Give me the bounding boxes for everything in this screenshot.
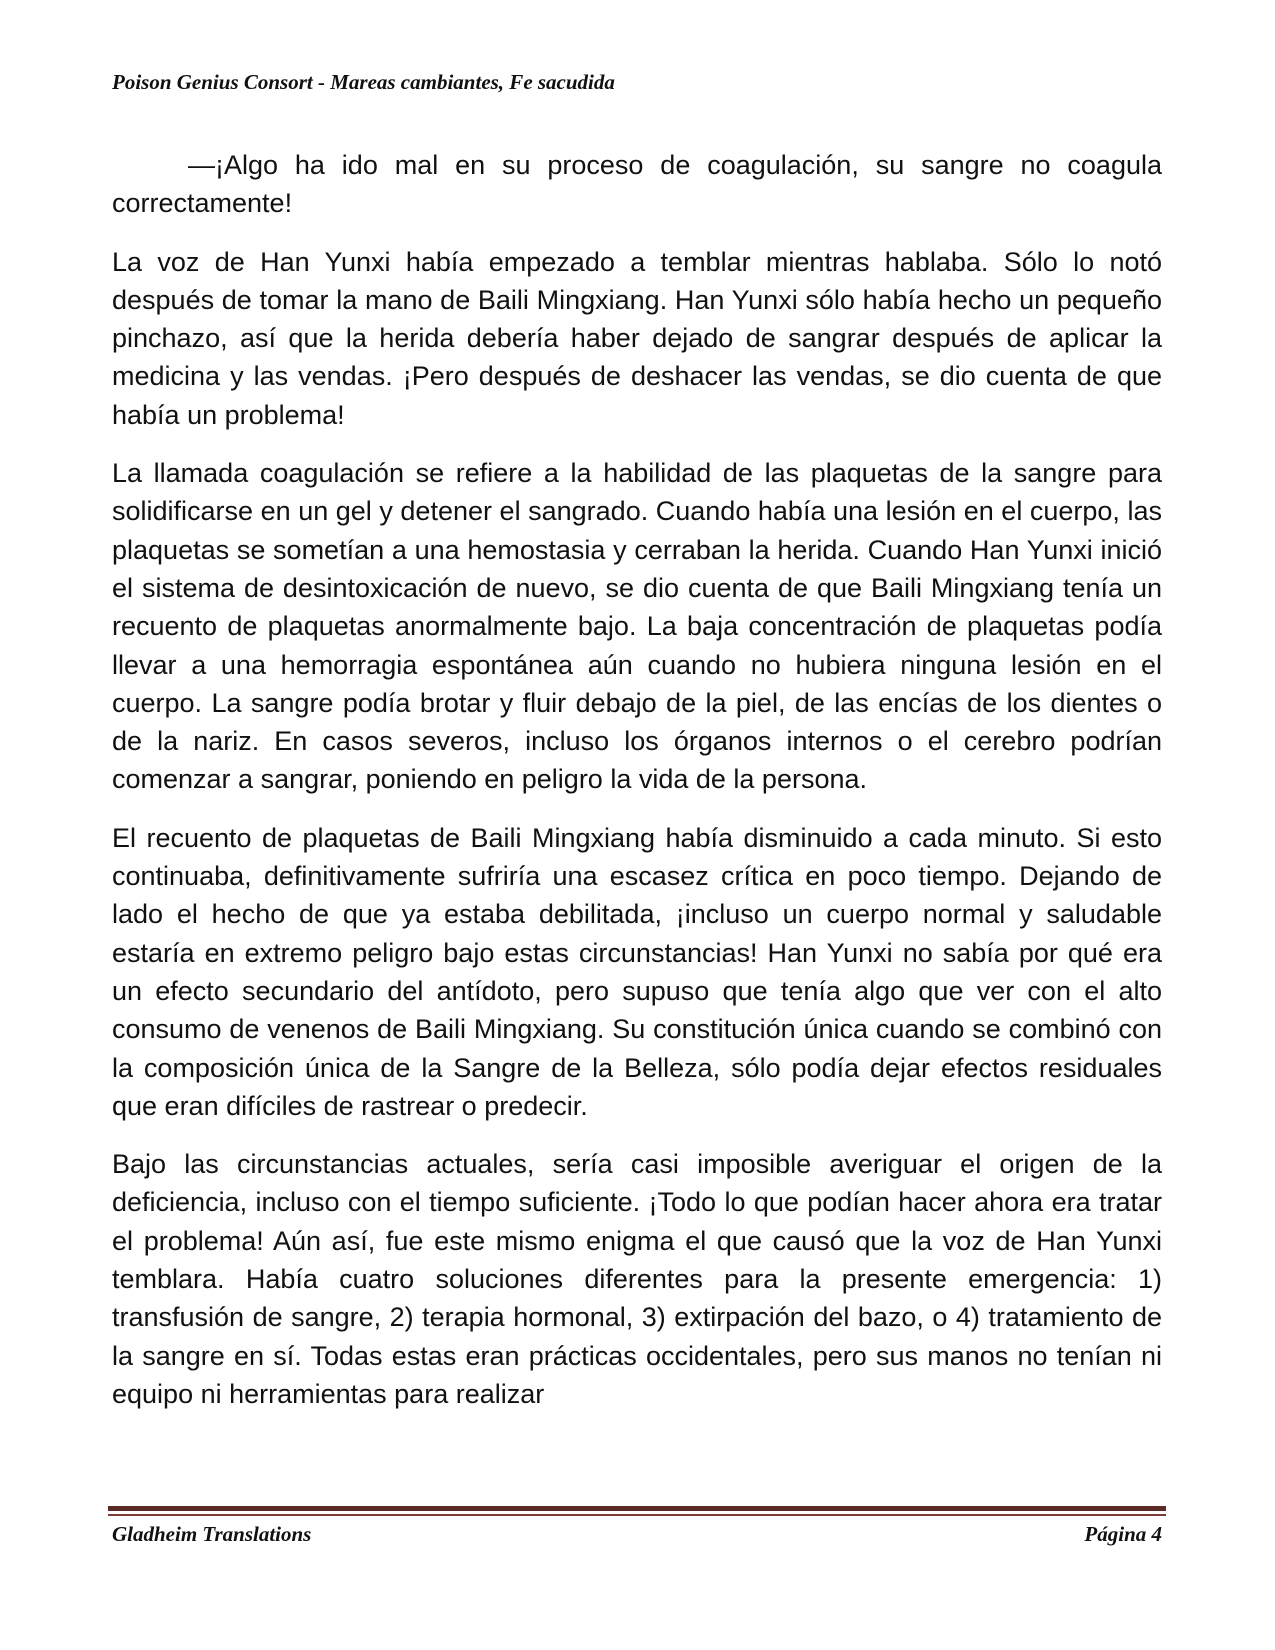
page-number: Página 4 [1084, 1522, 1162, 1546]
paragraph: Bajo las circunstancias actuales, sería casi imposible averiguar el origen de la deficiencia, incluso con el tiempo suficiente. ¡Todo lo que podían hacer ahora era tratar el problema! Aún así, fue este mismo enigma el que causó que la voz de Han Yunxi temblara. Había cuatro soluciones diferentes para la presente emergencia: 1) transfusión de sangre, 2) terapia hormonal, 3) extirpación del bazo, o 4) tratamiento de la sangre en sí. Todas estas eran prácticas occidentales, pero sus manos no tenían ni equipo ni herramientas para realizar [112, 1149, 1162, 1409]
paragraph: El recuento de plaquetas de Baili Mingxiang había disminuido a cada minuto. Si esto continuaba, definitivamente sufriría una escasez crítica en poco tiempo. Dejando de lado el hecho de que ya estaba debilitada, ¡incluso un cuerpo normal y saludable estaría en extremo peligro bajo estas circunstancias! Han Yunxi no sabía por qué era un efecto secundario del antídoto, pero supuso que tenía algo que ver con el alto consumo de venenos de Baili Mingxiang. Su constitución única cuando se combinó con la composición única de la Sangre de la Belleza, sólo podía dejar efectos residuales que eran difíciles de rastrear o predecir. [112, 822, 1162, 1121]
footer-publisher: Gladheim Translations [112, 1522, 312, 1546]
page-header-title: Poison Genius Consort - Mareas cambiantes, Fe sacudida [112, 70, 615, 94]
paragraph: La voz de Han Yunxi había empezado a temblar mientras hablaba. Sólo lo notó después de tomar la mano de Baili Mingxiang. Han Yunxi sólo había hecho un pequeño pinchazo, así que la herida debería haber dejado de sangrar después de aplicar la medicina y las vendas. ¡Pero después de deshacer las vendas, se dio cuenta de que había un problema! [112, 246, 1162, 430]
footer-divider-thin [108, 1514, 1166, 1516]
paragraph: La llamada coagulación se refiere a la habilidad de las plaquetas de la sangre para solidificarse en un gel y detener el sangrado. Cuando había una lesión en el cuerpo, las plaquetas se sometían a una hemostasia y cerraban la herida. Cuando Han Yunxi inició el sistema de desintoxicación de nuevo, se dio cuenta de que Baili Mingxiang tenía un recuento de plaquetas anormalmente bajo. La baja concentración de plaquetas podía llevar a una hemorragia espontánea aún cuando no hubiera ninguna lesión en el cuerpo. La sangre podía brotar y fluir debajo de la piel, de las encías de los dientes o de la nariz. En casos severos, incluso los órganos internos o el cerebro podrían comenzar a sangrar, poniendo en peligro la vida de la persona. [112, 458, 1162, 795]
paragraph-dialogue: —¡Algo ha ido mal en su proceso de coagulación, su sangre no coagula correctamente! [112, 150, 1162, 219]
footer-divider [108, 1506, 1166, 1511]
page-footer [112, 1522, 1162, 1547]
document-body [112, 146, 1162, 1433]
